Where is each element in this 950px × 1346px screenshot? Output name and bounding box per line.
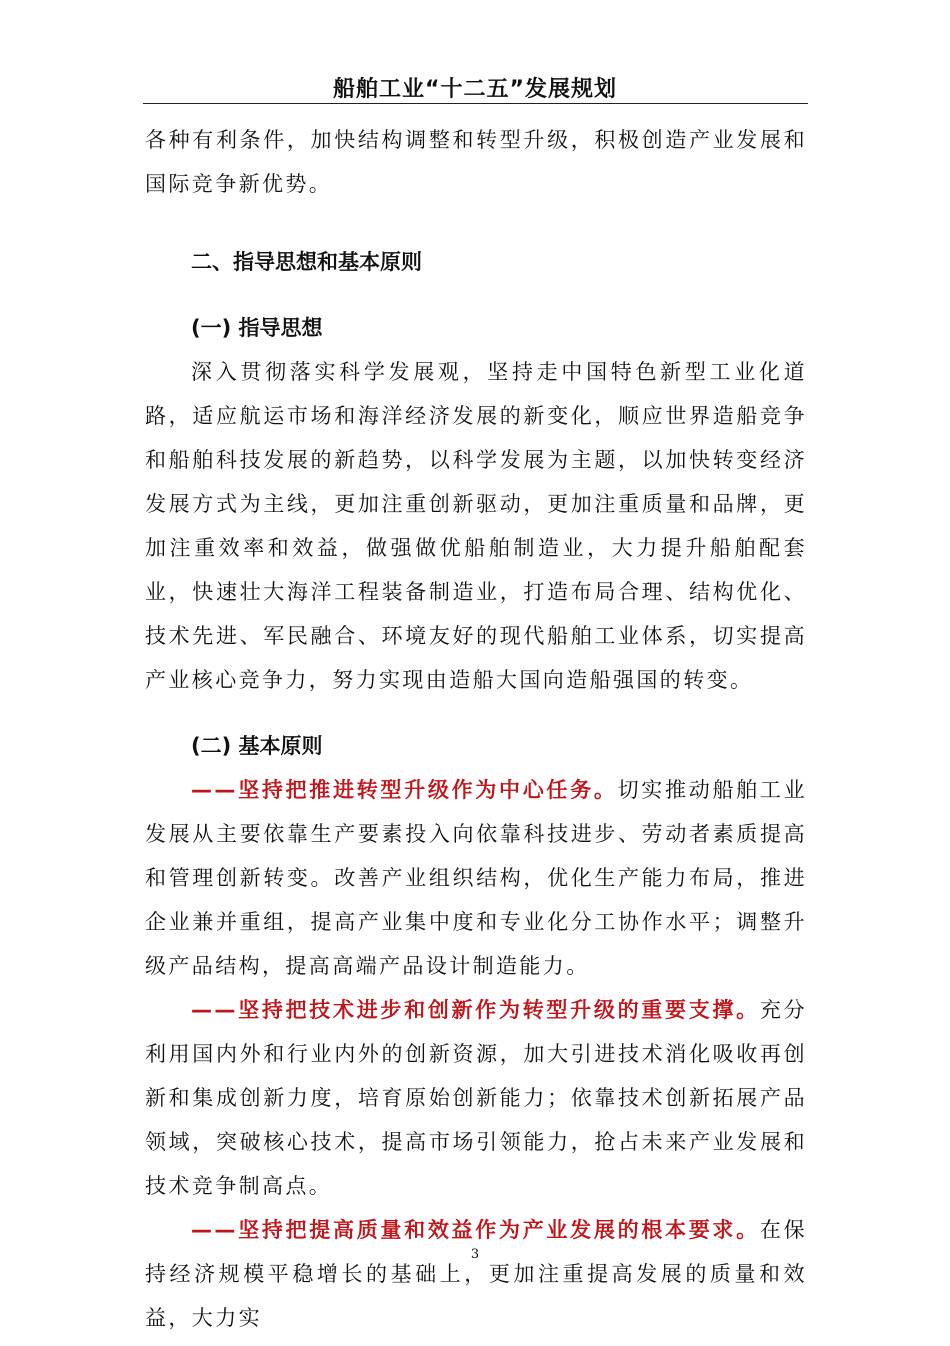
page-number: 3: [470, 1247, 480, 1262]
principle-paragraph: [145, 768, 807, 988]
guiding-ideology-paragraph: 深入贯彻落实科学发展观，坚持走中国特色新型工业化道路，适应航运市场和海洋经济发展的新变化，顺应世界造船竞争和船舶科技发展的新趋势，以科学发展为主题，以加快转变经济发展方式为主线，更加注重创新驱动，更加注重质量和品牌，更加注重效率和效益，做强做优船舶制造业，大力提升船舶配套业，快速壮大海洋工程装备制造业，打造布局合理、结构优化、技术先进、军民融合、环境友好的现代船舶工业体系，切实提高产业核心竞争力，努力实现由造船大国向造船强国的转变。: [145, 360, 807, 692]
subsection-heading-basic-principles: (二) 基本原则: [191, 734, 323, 758]
principle-body: 充分利用国内外和行业内外的创新资源，加大引进技术消化吸收再创新和集成创新力度，培育原始创新能力；依靠技术创新拓展产品领域，突破核心技术，提高市场引领能力，抢占未来产业发展和技术竞争制高点。: [145, 998, 807, 1198]
principle-body: 在保持经济规模平稳增长的基础上，更加注重提高发展的质量和效益，大力实: [145, 1218, 807, 1330]
page-content: [145, 118, 807, 1340]
principle-lead: ——坚持把推进转型升级作为中心任务。: [191, 778, 618, 802]
principle-paragraph: [145, 1208, 807, 1340]
principle-lead: ——坚持把提高质量和效益作为产业发展的根本要求。: [191, 1218, 760, 1242]
subsection-heading-guiding-ideology: (一) 指导思想: [191, 316, 323, 340]
principle-body: 切实推动船舶工业发展从主要依靠生产要素投入向依靠科技进步、劳动者素质提高和管理创新转变。改善产业组织结构，优化生产能力布局，推进企业兼并重组，提高产业集中度和专业化分工协作水平；调整升级产品结构，提高高端产品设计制造能力。: [145, 778, 807, 978]
intro-paragraph: 各种有利条件，加快结构调整和转型升级，积极创造产业发展和国际竞争新优势。: [145, 128, 807, 196]
header-divider: [143, 103, 808, 104]
principle-lead: ——坚持把技术进步和创新作为转型升级的重要支撑。: [191, 998, 760, 1022]
section-heading: 二、指导思想和基本原则: [191, 250, 422, 274]
principle-paragraph: [145, 988, 807, 1208]
running-header-title: 船舶工业“十二五”发展规划: [333, 77, 617, 102]
